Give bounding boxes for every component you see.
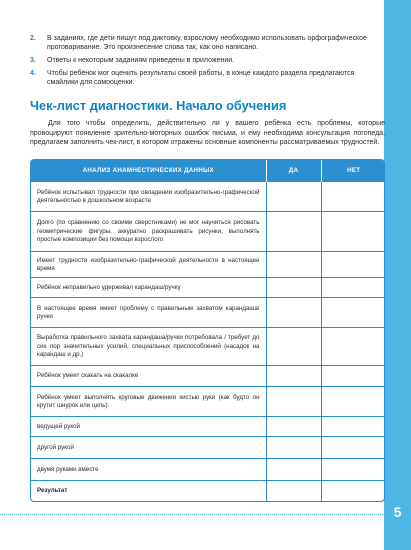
table-row — [31, 417, 385, 437]
row-question: Выработка правильного захвата карандаша/ручки потребовала / требует до сих пор значительных усилий, специальных приспособлений (насадок на карандаш и др.) — [31, 328, 266, 366]
header-item: АНАЛИЗ АНАМНЕСТИЧЕСКИХ ДАННЫХ — [31, 160, 266, 182]
yes-cell[interactable] — [266, 459, 321, 481]
no-cell[interactable] — [321, 278, 385, 298]
note-text: Чтобы ребёнок мог оценить результаты своей работы, в конце каждого раздела предлагаются смайлики для самооценки. — [47, 69, 355, 86]
no-cell[interactable] — [321, 182, 385, 212]
no-cell[interactable] — [321, 437, 385, 459]
checklist-table-frame — [30, 159, 385, 502]
row-question: Долго (по сравнению со своими сверстниками) не мог научиться рисовать геометрические фигуры, аккуратно раскрашивать рисунки, выполнять простые композиции без помощи взрослого — [31, 212, 266, 252]
header-yes: ДА — [266, 160, 321, 182]
page-content — [30, 34, 385, 494]
table-row — [31, 278, 385, 298]
table-row — [31, 437, 385, 459]
section-title: Чек-лист диагностики. Начало обучения — [30, 98, 287, 114]
header-no: НЕТ — [321, 160, 385, 182]
no-cell[interactable] — [321, 252, 385, 278]
yes-cell[interactable] — [266, 298, 321, 328]
table-row — [31, 387, 385, 417]
yes-cell[interactable] — [266, 366, 321, 387]
no-cell[interactable] — [321, 328, 385, 366]
yes-result-cell[interactable] — [266, 481, 321, 501]
no-result-cell[interactable] — [321, 481, 385, 501]
yes-cell[interactable] — [266, 278, 321, 298]
table-row — [31, 298, 385, 328]
table-header-row — [31, 160, 385, 182]
table-row-result — [31, 481, 385, 501]
notes-list — [30, 34, 385, 87]
table-row — [31, 366, 385, 387]
table-row — [31, 212, 385, 252]
row-question: ведущей рукой — [31, 417, 266, 437]
intro-paragraph: Для того чтобы определить, действительно ли у вашего ребёнка есть проблемы, которые провоцируют появление зрительно-моторных ошибок письма, и ему необходима консультация логопеда, предлагаем заполнить чек-лист, в котором отражены основные компоненты рассматриваемых трудностей. — [30, 120, 385, 147]
note-number: 4. — [30, 69, 36, 77]
note-item — [30, 34, 385, 52]
yes-cell[interactable] — [266, 252, 321, 278]
no-cell[interactable] — [321, 366, 385, 387]
yes-cell[interactable] — [266, 328, 321, 366]
note-item — [30, 56, 385, 65]
yes-cell[interactable] — [266, 417, 321, 437]
note-item — [30, 69, 385, 87]
dotted-divider — [0, 514, 385, 515]
yes-cell[interactable] — [266, 387, 321, 417]
checklist-table — [31, 160, 385, 501]
row-question: другой рукой — [31, 437, 266, 459]
table-row — [31, 328, 385, 366]
note-text: Ответы к некоторым заданиям приведены в приложении. — [47, 57, 235, 64]
yes-cell[interactable] — [266, 437, 321, 459]
table-row — [31, 252, 385, 278]
table-row — [31, 182, 385, 212]
no-cell[interactable] — [321, 387, 385, 417]
note-text: В заданиях, где дети пишут под диктовку, взрослому необходимо использовать орфографическое проговаривание. Это произнесение слова так, как оно написано. — [47, 35, 367, 52]
note-number: 2. — [30, 35, 36, 42]
row-question: Ребёнок испытывал трудности при овладении изобразительно-графической деятельностью в дошкольном возрасте — [31, 182, 266, 212]
yes-cell[interactable] — [266, 182, 321, 212]
note-number: 3. — [30, 57, 36, 64]
row-question: Ребёнок неправильно удерживал карандаш/ручку — [31, 278, 266, 298]
row-question: Имеет трудности изобразительно-графической деятельности в настоящее время — [31, 252, 266, 278]
no-cell[interactable] — [321, 212, 385, 252]
no-cell[interactable] — [321, 459, 385, 481]
table-row — [31, 459, 385, 481]
result-label: Результат — [31, 481, 266, 501]
right-decorative-band — [384, 0, 411, 550]
row-question: Ребёнок умеет выполнять круговые движения кистью руки (как будто он крутит шнурок или цепь): — [31, 387, 266, 417]
row-question: двумя руками вместе — [31, 459, 266, 481]
row-question: В настоящее время имеет проблему с правильным захватом карандаша/ручки — [31, 298, 266, 328]
yes-cell[interactable] — [266, 212, 321, 252]
page-number: 5 — [393, 504, 402, 520]
row-question: Ребёнок умеет скакать на скакалке — [31, 366, 266, 387]
no-cell[interactable] — [321, 417, 385, 437]
no-cell[interactable] — [321, 298, 385, 328]
